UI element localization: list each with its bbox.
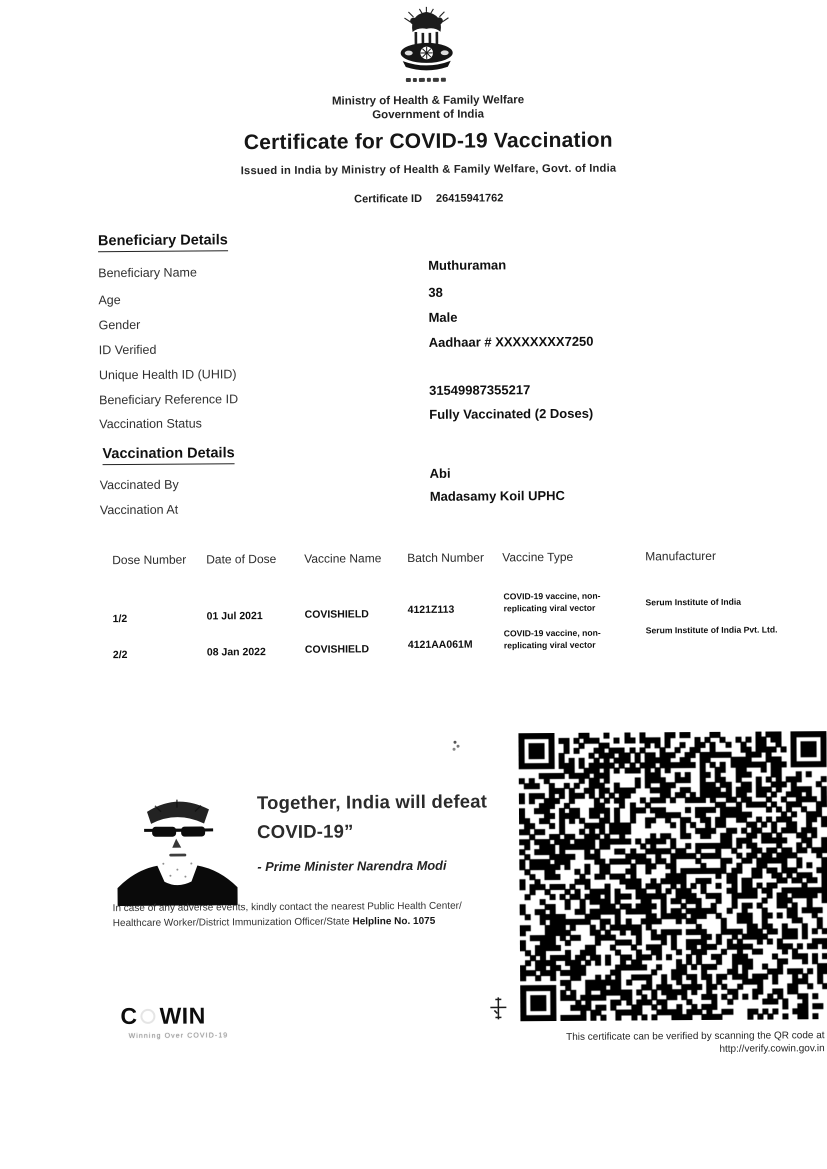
table-cell-dose-number: 2/2	[112, 648, 128, 662]
verification-note	[566, 1029, 825, 1057]
quote-line-2: COVID-19”	[257, 820, 354, 843]
disclaimer-line-2	[113, 916, 436, 929]
quote-line-1: Together, India will defeat	[256, 790, 488, 814]
table-header-manufacturer: Manufacturer	[645, 548, 716, 564]
field-label: ID Verified	[98, 342, 157, 358]
qr-code	[518, 731, 827, 1021]
disclaimer-line-2-text: Healthcare Worker/District Immunization Officer/State	[112, 916, 353, 930]
certificate-id-label: Certificate ID	[354, 192, 423, 206]
table-cell-vaccine-name: COVISHIELD	[304, 643, 370, 656]
field-value: 38	[428, 284, 443, 300]
certificate-id-line	[33, 190, 825, 208]
scan-artifact	[453, 741, 456, 744]
beneficiary-details-heading: Beneficiary Details	[98, 232, 228, 252]
ministry-line: Ministry of Health & Family Welfare	[331, 94, 525, 108]
cowin-logo	[120, 1002, 228, 1040]
verification-url: http://verify.cowin.gov.in	[719, 1043, 825, 1055]
table-header-batch-number: Batch Number	[407, 550, 484, 566]
pm-portrait-image	[115, 789, 241, 906]
table-header-vaccine-type: Vaccine Type	[502, 549, 574, 565]
vaccination-details-heading: Vaccination Details	[102, 445, 234, 465]
disclaimer-line-1: In case of any adverse events, kindly contact the nearest Public Health Center/	[112, 900, 462, 915]
quote-attribution: - Prime Minister Narendra Modi	[257, 857, 447, 875]
helpline-number: Helpline No. 1075	[352, 915, 436, 928]
field-label: Age	[98, 293, 121, 308]
field-label: Gender	[98, 317, 141, 333]
verification-line-1: This certificate can be verified by scanning the QR code at	[566, 1030, 825, 1043]
cowin-logo-o-icon	[140, 1009, 155, 1024]
government-line: Government of India	[372, 108, 485, 122]
table-header-date-of-dose: Date of Dose	[206, 551, 277, 567]
table-cell-vaccine-type: COVID-19 vaccine, non-replicating viral vector	[503, 627, 601, 650]
table-cell-manufacturer: Serum Institute of India	[645, 596, 742, 608]
cowin-logo-win: WIN	[159, 1002, 206, 1029]
field-label: Beneficiary Name	[98, 265, 197, 281]
field-value: Fully Vaccinated (2 Doses)	[429, 405, 594, 422]
table-cell-date-of-dose: 08 Jan 2022	[206, 646, 266, 659]
field-value: Aadhaar # XXXXXXXX7250	[428, 333, 594, 350]
table-cell-date-of-dose: 01 Jul 2021	[206, 610, 263, 623]
table-cell-vaccine-name: COVISHIELD	[304, 608, 369, 621]
table-cell-manufacturer: Serum Institute of India Pvt. Ltd.	[645, 624, 778, 636]
national-emblem-icon	[390, 6, 463, 97]
table-cell-batch-number: 4121Z113	[407, 603, 455, 617]
registration-cross-icon	[489, 996, 507, 1022]
table-header-dose-number: Dose Number	[112, 552, 187, 568]
table-cell-dose-number: 1/2	[112, 613, 128, 626]
certificate-subtitle: Issued in India by Ministry of Health & Family Welfare, Govt. of India	[240, 162, 617, 178]
field-value: Madasamy Koil UPHC	[429, 487, 565, 504]
field-value: Muthuraman	[428, 257, 507, 273]
field-label: Vaccinated By	[99, 477, 179, 493]
certificate-id-value: 26415941762	[435, 192, 504, 205]
table-header-vaccine-name: Vaccine Name	[304, 551, 382, 566]
field-value: Abi	[429, 465, 451, 481]
field-label: Vaccination At	[99, 502, 179, 518]
cowin-tagline: Winning Over COVID-19	[128, 1032, 229, 1041]
table-cell-vaccine-type: COVID-19 vaccine, non-replicating viral vector	[503, 590, 601, 613]
cowin-logo-c: C	[120, 1002, 138, 1030]
field-value: Male	[428, 309, 458, 325]
field-value: 31549987355217	[429, 382, 531, 398]
field-label: Unique Health ID (UHID)	[98, 367, 237, 383]
certificate-title: Certificate for COVID-19 Vaccination	[243, 128, 613, 155]
field-label: Beneficiary Reference ID	[99, 392, 239, 408]
field-label: Vaccination Status	[99, 416, 202, 432]
table-cell-batch-number: 4121AA061M	[407, 638, 473, 652]
